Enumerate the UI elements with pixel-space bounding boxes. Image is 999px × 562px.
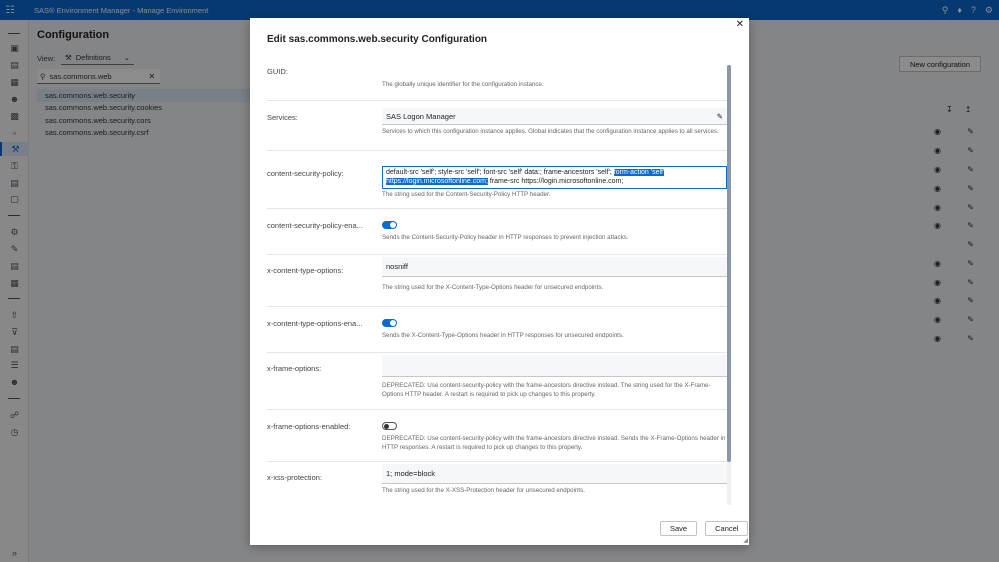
resize-grip-icon[interactable]: ◢ (743, 538, 748, 544)
edit-configuration-dialog (250, 18, 749, 545)
app-grid-icon[interactable]: ☷ (5, 4, 15, 16)
expand-rail-icon[interactable]: » (11, 548, 17, 558)
field-help: Services to which this configuration instance applies. Global indicates that the configuration instance applies to all services. (382, 128, 719, 135)
view-icon[interactable]: ◉ (934, 221, 941, 230)
field-label: content-security-policy-ena... (267, 221, 363, 230)
user-gear-icon[interactable]: ⚙ (984, 4, 993, 15)
field-label: x-content-type-options-ena... (267, 319, 363, 328)
view-label: View: (37, 54, 56, 63)
edit-icon[interactable]: ✎ (967, 221, 974, 230)
csp-enabled-field (267, 209, 727, 255)
view-icon[interactable]: ◉ (934, 296, 941, 305)
view-icon[interactable]: ◉ (934, 278, 941, 287)
content-icon[interactable]: ▤ (10, 59, 19, 70)
edit-icon[interactable]: ✎ (967, 334, 974, 343)
field-label: GUID: (267, 67, 288, 76)
xfo-enabled-field (267, 410, 727, 462)
field-help: Sends the Content-Security-Policy header in HTTP responses to prevent injection attacks. (382, 234, 629, 241)
x-frame-options-input[interactable] (382, 355, 727, 377)
save-button[interactable]: Save (660, 521, 697, 536)
x-content-type-options-input[interactable] (382, 257, 727, 277)
search-icon[interactable]: ⚲ (941, 4, 949, 15)
data-icon[interactable]: ▩ (10, 110, 19, 121)
guid-field (267, 61, 727, 101)
cancel-button[interactable]: Cancel (705, 521, 748, 536)
list-item[interactable]: sas.commons.web.security.cors (45, 115, 151, 125)
list-icon[interactable]: ☰ (10, 359, 19, 370)
dialog-title: Edit sas.commons.web.security Configuration (267, 34, 488, 45)
chevron-down-icon: ⌄ (123, 53, 130, 62)
csp-selected-text: form-action 'self' (613, 169, 665, 176)
jobs-icon[interactable]: ▫ (12, 128, 17, 138)
csp-text-part: frame-src https://login.microsoftonline.com; (489, 178, 624, 185)
help-icon[interactable]: ? (970, 5, 976, 15)
clear-search-icon[interactable]: ✕ (148, 71, 156, 81)
view-icon[interactable]: ◉ (934, 259, 941, 268)
edit-icon[interactable]: ✎ (967, 259, 974, 268)
edit-icon[interactable]: ✎ (967, 146, 974, 155)
csp-text-part: default-src 'self'; style-src 'self'; font-src 'self' data:; frame-ancestors 'self'; (386, 169, 612, 176)
services-field (267, 101, 727, 151)
services-value: SAS Logon Manager (386, 111, 456, 121)
field-label: content-security-policy: (267, 169, 344, 178)
csp-selected-text: https://login.microsoftonline.com; (386, 178, 488, 185)
x-frame-options-field (267, 353, 727, 410)
notes-icon[interactable]: ▦ (10, 277, 19, 288)
x-content-type-options-field (267, 255, 727, 307)
xcto-enabled-field (267, 307, 727, 353)
xfo-enabled-toggle[interactable] (382, 422, 397, 430)
bell-icon[interactable]: ♦ (957, 5, 962, 15)
view-icon[interactable]: ◉ (934, 127, 941, 136)
view-icon[interactable]: ◉ (934, 203, 941, 212)
field-help: DEPRECATED: Use content-security-policy with the frame-ancestors directive instead. The string used for the X-Frame-Options HTTP header. A restart is required to pick up changes to this property. (382, 382, 711, 398)
field-help: DEPRECATED: Use content-security-policy with the frame-ancestors directive instead. Sends the X-Frame-Options header in HTTP responses. A restart is required to pick up changes to this property. (382, 435, 726, 451)
field-help: Sends the X-Content-Type-Options header in HTTP responses for unsecured endpoints. (382, 332, 624, 339)
edit-icon[interactable]: ✎ (967, 165, 974, 174)
view-icon[interactable]: ◉ (934, 334, 941, 343)
field-help: The string used for the X-XSS-Protection header for unsecured endpoints. (382, 487, 585, 494)
xcto-enabled-toggle[interactable] (382, 319, 397, 327)
content-security-policy-input[interactable] (382, 166, 727, 189)
field-label: x-frame-options-enabled: (267, 422, 351, 431)
expand-all-icon[interactable]: ↥ (964, 105, 972, 114)
services-input[interactable] (382, 108, 727, 125)
history-icon[interactable]: ◷ (10, 426, 19, 437)
edit-icon[interactable]: ✎ (10, 243, 19, 254)
edit-icon[interactable]: ✎ (967, 296, 974, 305)
field-label: x-content-type-options: (267, 266, 344, 275)
xcto-value: nosniff (386, 262, 408, 271)
view-icon[interactable]: ◉ (934, 315, 941, 324)
content-security-policy-field (267, 151, 727, 209)
list-item[interactable]: sas.commons.web.security.cookies (45, 103, 162, 113)
upload-icon[interactable]: ⇧ (10, 309, 19, 320)
edit-icon[interactable]: ✎ (967, 278, 974, 287)
x-xss-protection-field (267, 462, 727, 506)
logs-icon[interactable]: ▤ (10, 177, 19, 188)
filter-icon[interactable]: ⊽ (11, 326, 18, 337)
view-select-value: Definitions (75, 53, 111, 62)
view-icon[interactable]: ◉ (934, 165, 941, 174)
csp-enabled-toggle[interactable] (382, 221, 397, 229)
pencil-icon[interactable]: ✎ (716, 111, 723, 121)
users-icon[interactable]: ☻ (9, 94, 20, 104)
field-help: The string used for the Content-Security-Policy HTTP header. (382, 191, 551, 198)
dashboard-icon[interactable]: ▣ (10, 42, 19, 53)
page-title: Configuration (37, 29, 110, 41)
app-title: SAS® Environment Manager - Manage Environment (34, 5, 209, 15)
edit-icon[interactable]: ✎ (967, 184, 974, 193)
settings-icon[interactable]: ⚙ (10, 226, 19, 237)
reports-icon[interactable]: ▢ (10, 193, 19, 204)
book-icon[interactable]: ▤ (10, 343, 19, 354)
xxss-value: 1; mode=block (386, 469, 435, 478)
dialog-body (250, 61, 728, 506)
field-help: The string used for the X-Content-Type-Options header for unsecured endpoints. (382, 284, 604, 291)
edit-icon[interactable]: ✎ (967, 127, 974, 136)
field-help: The globally unique identifier for the configuration instance. (382, 81, 544, 88)
wrench-icon: ⚒ (65, 53, 72, 62)
collapse-all-icon[interactable]: ↧ (946, 105, 953, 114)
edit-icon[interactable]: ✎ (967, 203, 974, 212)
close-icon[interactable]: ✕ (735, 19, 744, 30)
configuration-icon[interactable]: ⚒ (0, 142, 29, 156)
dialog-footer (660, 521, 748, 536)
new-configuration-button[interactable]: New configuration (899, 56, 981, 72)
person-icon[interactable]: ☻ (9, 377, 20, 387)
servers-icon[interactable]: ▦ (10, 76, 19, 87)
view-icon[interactable]: ◉ (934, 146, 941, 155)
security-icon[interactable]: ⚿ (11, 160, 18, 171)
search-icon: ⚲ (40, 71, 46, 81)
list-item[interactable]: sas.commons.web.security.csrf (45, 128, 149, 138)
field-label: x-frame-options: (267, 364, 322, 373)
edit-icon[interactable]: ✎ (967, 315, 974, 324)
clipboard-icon[interactable]: ▤ (10, 260, 19, 271)
field-label: Services: (267, 113, 298, 122)
share-icon[interactable]: ☍ (9, 409, 20, 420)
view-icon[interactable]: ◉ (934, 184, 941, 193)
x-xss-protection-input[interactable] (382, 464, 727, 484)
field-label: x-xss-protection: (267, 473, 323, 482)
edit-icon[interactable]: ✎ (967, 240, 974, 249)
list-item[interactable]: sas.commons.web.security (37, 89, 252, 102)
